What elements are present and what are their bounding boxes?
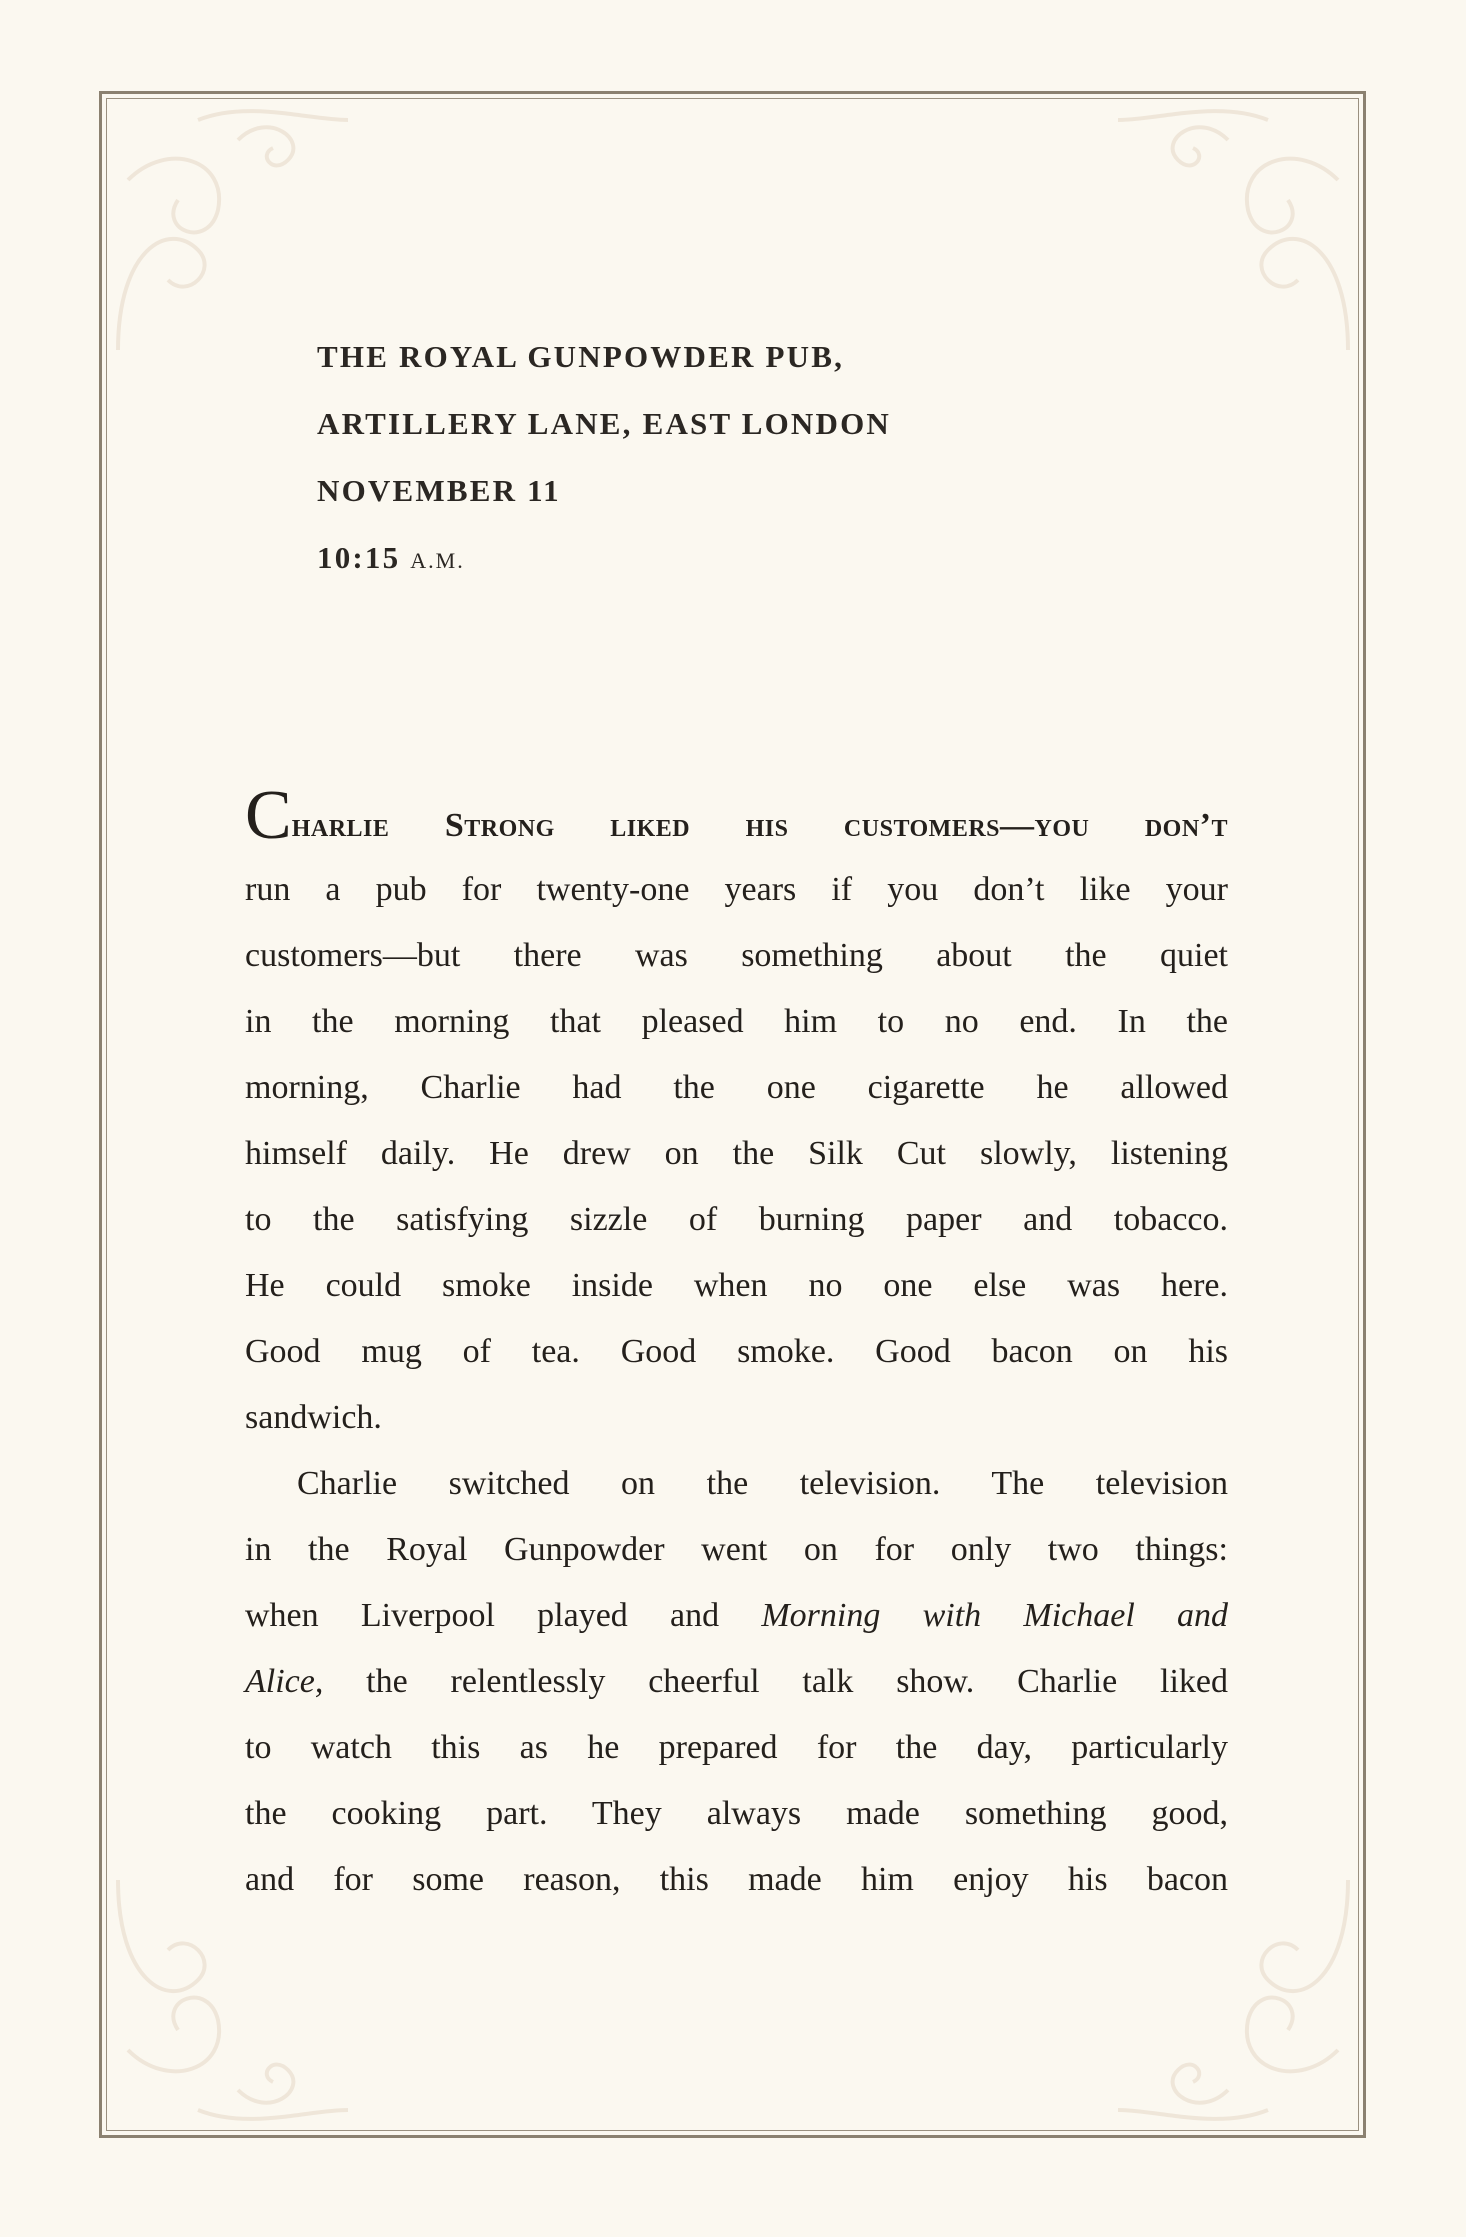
line-text: in the morning that pleased him to no end. In the [245,1003,1228,1040]
text-line [245,1385,1228,1451]
line-text: sandwich. [245,1399,382,1436]
heading-time [317,524,891,594]
text-line [245,1847,1228,1913]
line-text: and for some reason, this made him enjoy his bacon [245,1861,1228,1898]
line-text: the relentlessly cheerful talk show. Charlie liked [323,1663,1228,1700]
text-line [245,1121,1228,1187]
line-text: to the satisfying sizzle of burning paper and tobacco. [245,1201,1228,1238]
text-line [245,1715,1228,1781]
line-text: to watch this as he prepared for the day, particularly [245,1729,1228,1766]
drop-cap: C [245,777,292,854]
line-text: the cooking part. They always made something good, [245,1795,1228,1832]
heading-time-value: 10:15 [317,540,401,575]
body-text [245,777,1229,1913]
text-line [245,1253,1228,1319]
line-text: when Liverpool played and [245,1597,762,1634]
line-text: run a pub for twenty-one years if you don’t like your [245,871,1228,908]
text-line [245,1583,1228,1649]
corner-ornament-top-right [1098,100,1358,360]
text-line [245,1517,1228,1583]
line-text: in the Royal Gunpowder went on for only two things: [245,1531,1228,1568]
heading-location-line-1: THE ROYAL GUNPOWDER PUB, [317,339,845,374]
heading-date: NOVEMBER 11 [317,473,561,508]
text-line [245,857,1228,923]
text-line [245,1187,1228,1253]
line-text: morning, Charlie had the one cigarette he allowed [245,1069,1228,1106]
corner-ornament-top-left [108,100,368,360]
text-line [245,1781,1228,1847]
heading-meridiem: A.M. [410,548,465,573]
heading-location-line-2: ARTILLERY LANE, EAST LONDON [317,406,892,441]
text-line [245,1055,1228,1121]
text-line [245,989,1228,1055]
body-first-line [245,777,1228,857]
line-text: He could smoke inside when no one else was here. [245,1267,1228,1304]
text-line [245,1319,1228,1385]
line-text: himself daily. He drew on the Silk Cut slowly, listening [245,1135,1228,1172]
text-line [245,1451,1228,1517]
line-text: Good mug of tea. Good smoke. Good bacon on his [245,1333,1228,1370]
line-text: customers—but there was something about the quiet [245,937,1228,974]
chapter-heading [317,323,891,594]
opening-small-caps: harlie Strong liked his customers—you don’t [291,807,1228,844]
italic-title-text: Morning with Michael and [761,1597,1229,1634]
text-line [245,923,1228,989]
line-text: Charlie switched on the television. The television [297,1465,1228,1502]
italic-title-text: Alice, [245,1663,324,1700]
text-line [245,1649,1228,1715]
